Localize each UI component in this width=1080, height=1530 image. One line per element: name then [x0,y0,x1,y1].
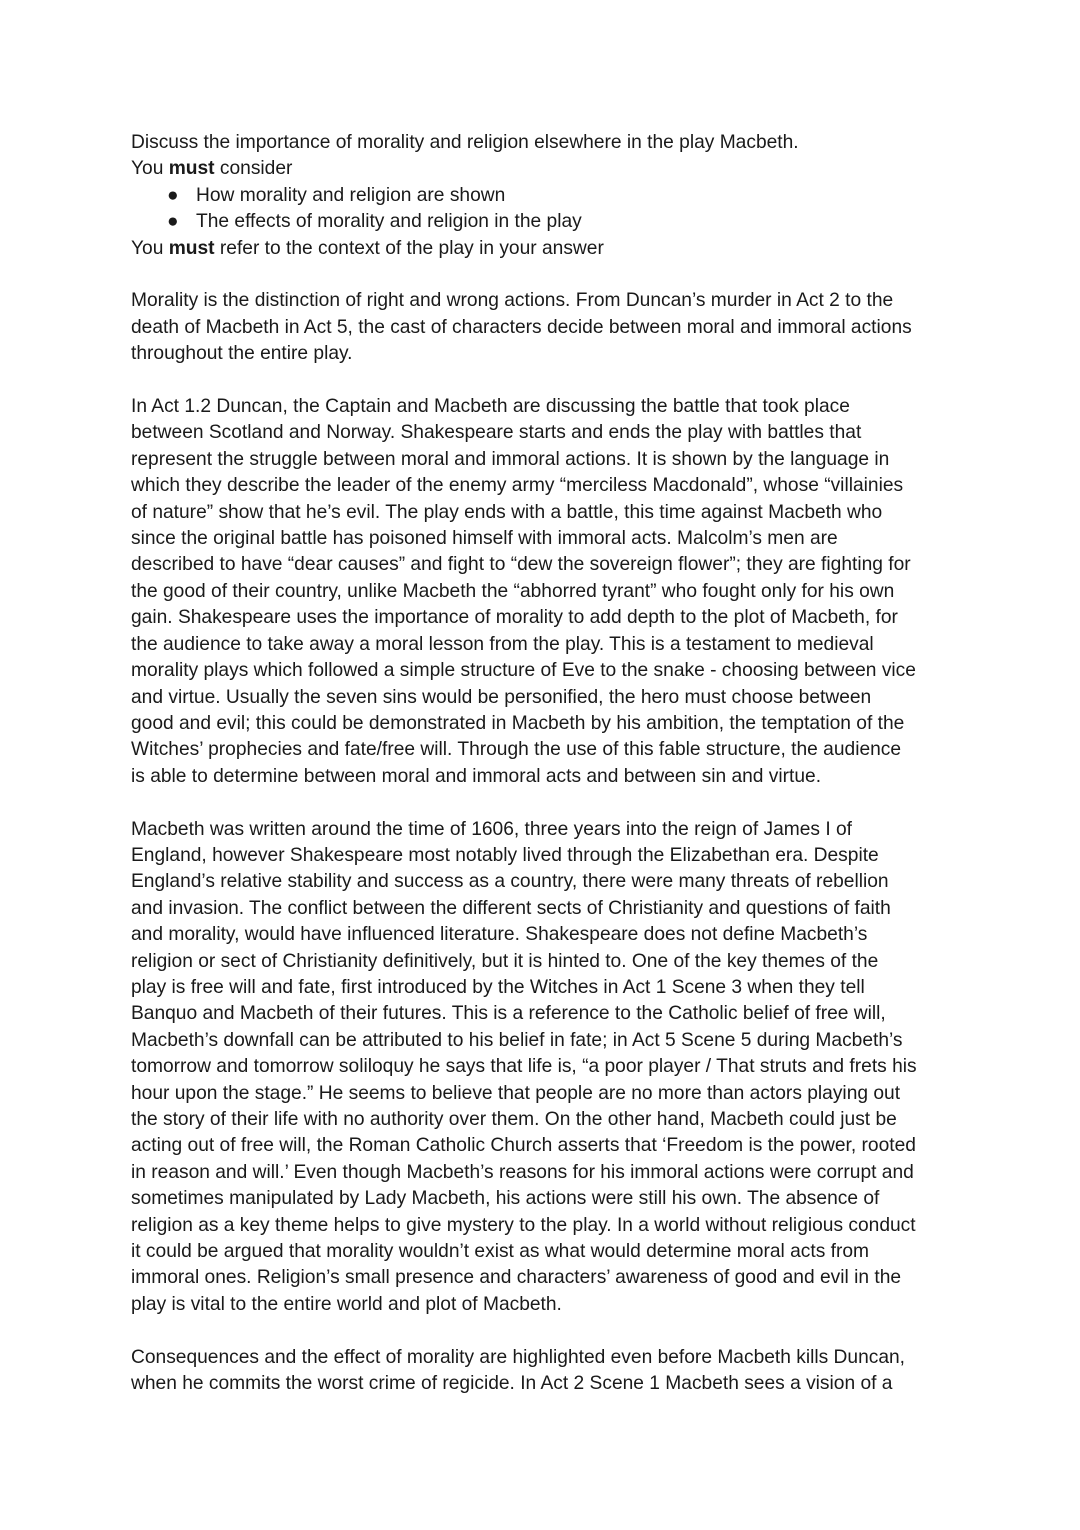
paragraph-3 [131,817,961,1319]
text-line: Morality is the distinction of right and wrong actions. From Duncan’s murder in Act 2 to the [131,290,894,312]
emphasis-must: must [168,237,215,259]
bullet-item: ● The effects of morality and religion in the play [131,209,961,235]
prompt-instruction-consider: You must consider [131,158,293,180]
text-line: the good of their country, unlike Macbeth the “abhorred tyrant” who fought only for his own [131,580,895,602]
text-line: which they describe the leader of the enemy army “merciless Macdonald”, whose “villainies [131,475,904,497]
text-line: in reason and will.’ Even though Macbeth’s reasons for his immoral actions were corrupt and [131,1161,914,1183]
text-line: religion or sect of Christianity definitively, but it is hinted to. One of the key themes of the [131,950,879,972]
paragraph-1 [131,288,961,367]
text-line: death of Macbeth in Act 5, the cast of characters decide between moral and immoral actions [131,316,912,338]
paragraph-4 [131,1345,961,1398]
text-line: hour upon the stage.” He seems to believe that people are no more than actors playing out [131,1082,901,1104]
text-line: and invasion. The conflict between the different sects of Christianity and questions of faith [131,897,891,919]
text-line: gain. Shakespeare uses the importance of morality to add depth to the plot of Macbeth, for [131,607,898,629]
text-line: between Scotland and Norway. Shakespeare starts and ends the play with battles that [131,422,862,444]
essay-prompt [131,130,961,262]
text-line: play is free will and fate, first introduced by the Witches in Act 1 Scene 3 when they tell [131,976,865,998]
prompt-bullet-list [131,183,961,236]
prompt-instruction-context: You must refer to the context of the play in your answer [131,237,604,259]
bullet-dot-icon: ● [167,211,179,233]
text-line: of nature” show that he’s evil. The play ends with a battle, this time against Macbeth who [131,501,883,523]
text-line: immoral ones. Religion’s small presence and characters’ awareness of good and evil in the [131,1267,902,1289]
text-line: since the original battle has poisoned himself with immoral acts. Malcolm’s men are [131,528,838,550]
text-line: and virtue. Usually the seven sins would be personified, the hero must choose between [131,686,872,708]
text-line: religion as a key theme helps to give mystery to the play. In a world without religious conduct [131,1214,916,1236]
text-line: when he commits the worst crime of regicide. In Act 2 Scene 1 Macbeth sees a vision of a [131,1373,893,1395]
text-line: morality plays which followed a simple structure of Eve to the snake - choosing between vice [131,660,916,682]
text-line: it could be argued that morality wouldn’t exist as what would determine moral acts from [131,1241,869,1263]
bullet-item: ● How morality and religion are shown [131,183,961,209]
emphasis-must: must [168,158,215,180]
text-line: represent the struggle between moral and immoral actions. It is shown by the language in [131,448,890,470]
text-line: play is vital to the entire world and plot of Macbeth. [131,1293,562,1315]
text-line: England, however Shakespeare most notably lived through the Elizabethan era. Despite [131,844,879,866]
text-line: and morality, would have influenced literature. Shakespeare does not define Macbeth’s [131,924,868,946]
text-line: the audience to take away a moral lesson from the play. This is a testament to medieval [131,633,874,655]
text-line: England’s relative stability and success as a country, there were many threats of rebellion [131,871,889,893]
paragraph-2 [131,394,961,790]
text-line: Banquo and Macbeth of their futures. This is a reference to the Catholic belief of free will, [131,1003,886,1025]
text-line: sometimes manipulated by Lady Macbeth, his actions were still his own. The absence of [131,1188,880,1210]
text-line: the story of their life with no authority over them. On the other hand, Macbeth could just be [131,1108,897,1130]
text-line: In Act 1.2 Duncan, the Captain and Macbeth are discussing the battle that took place [131,396,850,418]
text-line: Consequences and the effect of morality are highlighted even before Macbeth kills Duncan, [131,1346,906,1368]
text-line: described to have “dear causes” and fight to “dew the sovereign flower”; they are fighting for [131,554,911,576]
text-line: acting out of free will, the Roman Catholic Church asserts that ‘Freedom is the power, rooted [131,1135,916,1157]
text-line: Macbeth was written around the time of 1606, three years into the reign of James I of [131,818,852,840]
text-line: tomorrow and tomorrow soliloquy he says that life is, “a poor player / That struts and frets his [131,1056,917,1078]
document-page [131,130,961,1397]
text-line: Macbeth’s downfall can be attributed to his belief in fate; in Act 5 Scene 5 during Macbeth’s [131,1029,903,1051]
text-line: Witches’ prophecies and fate/free will. Through the use of this fable structure, the audience [131,739,902,761]
text-line: good and evil; this could be demonstrated in Macbeth by his ambition, the temptation of the [131,712,905,734]
text-line: is able to determine between moral and immoral acts and between sin and virtue. [131,765,822,787]
text-line: throughout the entire play. [131,343,353,365]
prompt-question: Discuss the importance of morality and religion elsewhere in the play Macbeth. [131,132,799,153]
bullet-dot-icon: ● [167,184,179,206]
